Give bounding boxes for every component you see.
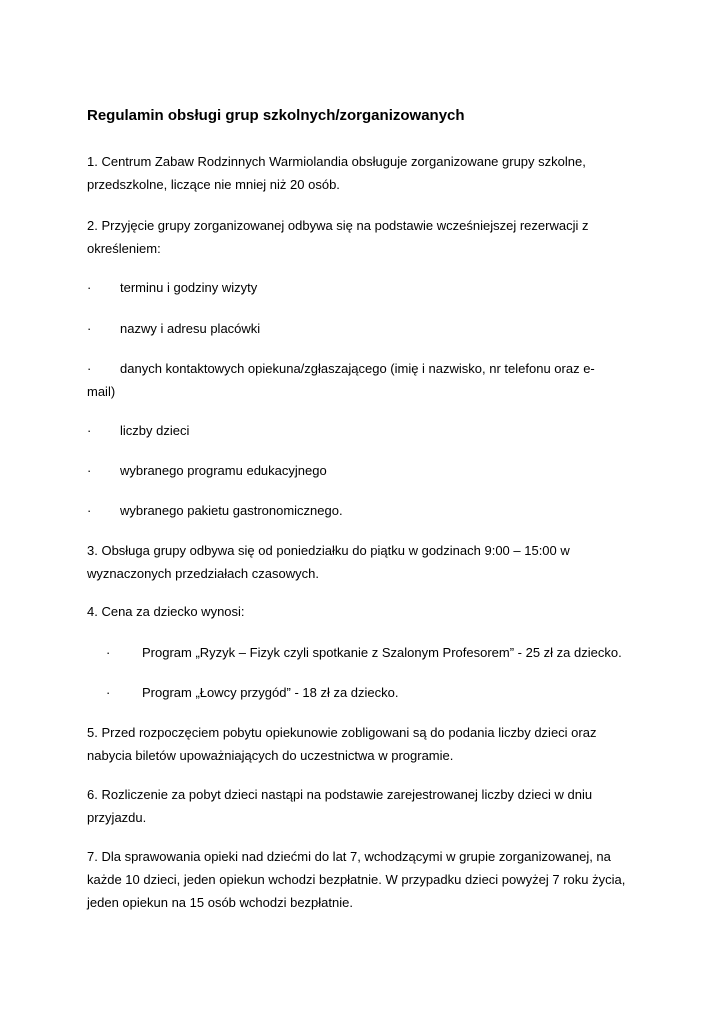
paragraph-3: 3. Obsługa grupy odbywa się od poniedziałku do piątku w godzinach 9:00 – 15:00 w wyznaczonych przedziałach czasowych. <box>87 543 570 581</box>
paragraph-5: 5. Przed rozpoczęciem pobytu opiekunowie zobligowani są do podania liczby dzieci oraz nabycia biletów upoważniających do uczestnictwa w programie. <box>87 725 597 763</box>
bullet-icon: · <box>87 463 92 478</box>
paragraph-6: 6. Rozliczenie za pobyt dzieci nastąpi na podstawie zarejestrowanej liczby dzieci w dniu przyjazdu. <box>87 787 593 825</box>
paragraph-1: 1. Centrum Zabaw Rodzinnych Warmiolandia obsługuje zorganizowane grupy szkolne, przedszkolne, liczące nie mniej niż 20 osób. <box>87 154 586 192</box>
paragraph-4: 4. Cena za dziecko wynosi: <box>87 604 245 619</box>
list-item-text: liczby dzieci <box>120 423 190 438</box>
bullet-icon: · <box>87 321 92 336</box>
list-item-text: nazwy i adresu placówki <box>120 321 261 336</box>
document-title: Regulamin obsługi grup szkolnych/zorganizowanych <box>87 107 465 124</box>
list-item-text: Program „Łowcy przygód” - 18 zł za dziecko. <box>142 685 399 700</box>
bullet-icon: · <box>106 645 111 660</box>
bullet-icon: · <box>87 280 92 295</box>
paragraph-7: 7. Dla sprawowania opieki nad dziećmi do lat 7, wchodzącymi w grupie zorganizowanej, na każde 10 dzieci, jeden opiekun wchodzi bezpłatnie. W przypadku dzieci powyżej 7 roku życia, jeden opiekun na 15 osób wchodzi bezpłatnie. <box>87 849 626 910</box>
list-item-text: wybranego programu edukacyjnego <box>120 463 327 478</box>
list-item-text: terminu i godziny wizyty <box>120 280 258 295</box>
list-item <box>87 357 615 403</box>
list-item-text: Program „Ryzyk – Fizyk czyli spotkanie z Szalonym Profesorem” - 25 zł za dziecko. <box>142 645 622 660</box>
bullet-icon: · <box>87 361 92 376</box>
list-item-text: danych kontaktowych opiekuna/zgłaszającego (imię i nazwisko, nr telefonu oraz e-mail) <box>87 361 595 399</box>
bullet-icon: · <box>87 503 92 518</box>
paragraph-2: 2. Przyjęcie grupy zorganizowanej odbywa się na podstawie wcześniejszej rezerwacji z określeniem: <box>87 218 589 256</box>
bullet-icon: · <box>87 423 92 438</box>
list-item-text: wybranego pakietu gastronomicznego. <box>120 503 343 518</box>
bullet-icon: · <box>106 685 111 700</box>
